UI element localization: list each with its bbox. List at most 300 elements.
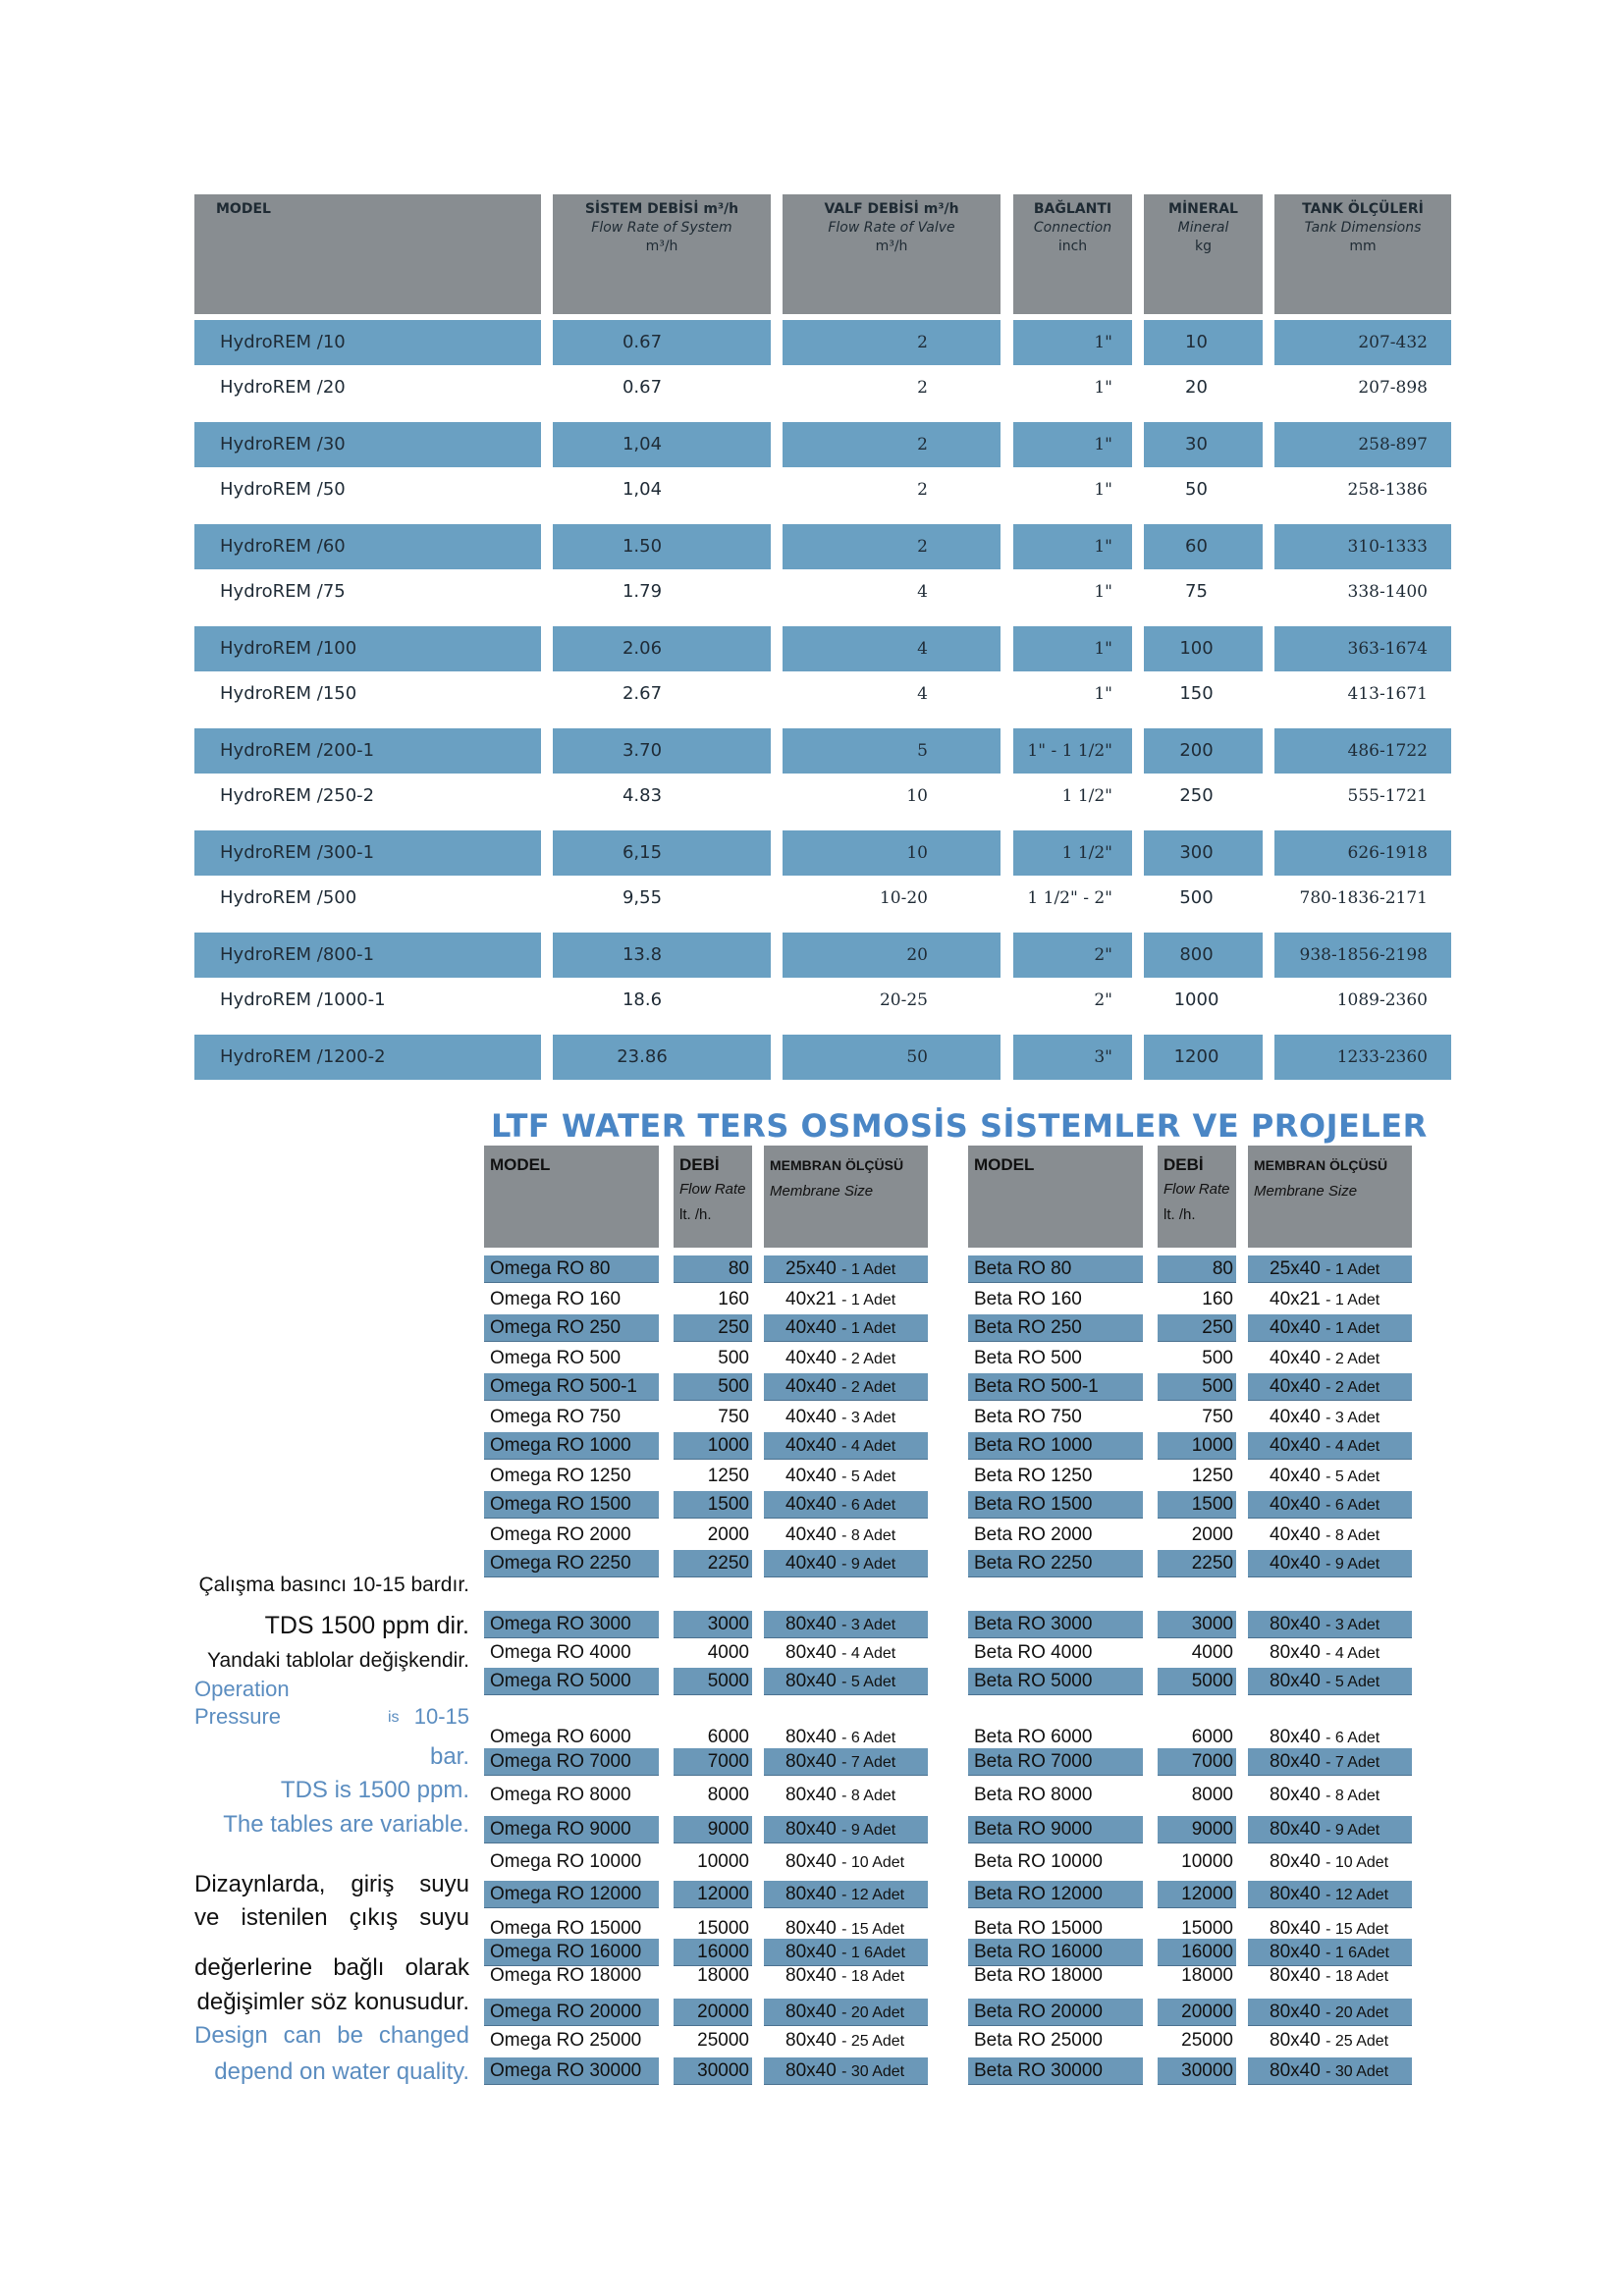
flow-cell: 250	[1158, 1314, 1236, 1342]
membrane-size: 40x40	[1270, 1494, 1321, 1515]
table-cell: 0.67	[553, 320, 771, 365]
header-unit: m³/h	[875, 239, 908, 254]
membrane-count: - 2 Adet	[841, 1379, 896, 1396]
membrane-size: 80x40	[1270, 1671, 1321, 1691]
table-row	[968, 1748, 1412, 1778]
table-cell: 10	[906, 786, 928, 806]
flow-cell: 1500	[1158, 1491, 1236, 1519]
header-cell	[1013, 194, 1132, 314]
table-cell: 75	[1185, 581, 1208, 602]
table-cell: 9,55	[622, 887, 663, 908]
table-cell: 1 1/2"	[1013, 830, 1132, 876]
design-line-1: Dizaynlarda, giriş suyu	[194, 1871, 469, 1897]
model-cell: Beta RO 250	[968, 1314, 1143, 1342]
membrane-count: - 8 Adet	[1325, 1527, 1380, 1544]
flow-cell: 80	[674, 1255, 752, 1283]
table-row	[484, 1403, 928, 1432]
flow-cell: 16000	[1158, 1939, 1236, 1966]
membrane-count: - 1 Adet	[1325, 1320, 1380, 1337]
table-cell: 20	[783, 933, 1001, 978]
model-cell: Omega RO 7000	[484, 1748, 659, 1776]
model-cell: Beta RO 30000	[968, 2057, 1143, 2085]
model-cell: Omega RO 1250	[490, 1466, 631, 1486]
flow-cell: 3000	[674, 1611, 752, 1638]
table-cell: 10	[1144, 320, 1263, 365]
table-cell: 10	[783, 830, 1001, 876]
model-cell: Omega RO 160	[490, 1289, 622, 1309]
table-row	[194, 467, 1451, 518]
membrane-cell	[764, 1314, 928, 1342]
model-cell: Beta RO 1250	[974, 1466, 1093, 1486]
table-row	[194, 671, 1451, 722]
flow-cell: 7000	[674, 1748, 752, 1776]
table-cell: HydroREM /60	[194, 524, 541, 569]
model-cell: Omega RO 20000	[484, 1999, 659, 2026]
model-cell: Omega RO 15000	[490, 1918, 642, 1939]
membrane-size: 40x40	[1270, 1348, 1321, 1368]
table-row	[484, 1491, 928, 1521]
design-line-2: ve istenilen çıkış suyu	[194, 1904, 469, 1931]
flow-cell: 25000	[697, 2030, 749, 2051]
membrane-size: 80x40	[1270, 1614, 1321, 1634]
flow-cell: 500	[1202, 1348, 1233, 1368]
flow-cell: 5000	[1158, 1668, 1236, 1695]
table-cell: 10-20	[879, 888, 928, 908]
table-row	[484, 1847, 928, 1877]
membrane-cell	[764, 1344, 928, 1373]
model-cell: Omega RO 500	[490, 1348, 622, 1368]
table-row	[968, 1521, 1412, 1550]
table-cell: 800	[1144, 933, 1263, 978]
model-cell: Omega RO 1500	[484, 1491, 659, 1519]
membrane-count: - 25 Adet	[841, 2033, 905, 2050]
membrane-count: - 15 Adet	[841, 1921, 905, 1938]
table-cell: 23.86	[553, 1035, 771, 1080]
membrane-count: - 1 Adet	[1325, 1261, 1380, 1278]
membrane-cell	[1248, 1432, 1412, 1460]
table-row	[484, 1611, 928, 1640]
table-row	[484, 1255, 928, 1285]
membrane-cell	[1248, 1314, 1412, 1342]
header-unit: m³/h	[645, 239, 678, 254]
membrane-size: 80x40	[785, 2060, 837, 2081]
table-row	[968, 1462, 1412, 1491]
model-cell: Beta RO 4000	[974, 1642, 1093, 1663]
table-cell: 6,15	[553, 830, 771, 876]
hydrorem-table	[194, 194, 1451, 1080]
membrane-size: 80x40	[1270, 1918, 1321, 1939]
membrane-count: - 4 Adet	[1325, 1645, 1380, 1662]
table-row	[484, 1314, 928, 1344]
table-cell: 2.06	[553, 626, 771, 671]
tds-english: TDS is 1500 ppm.	[280, 1777, 469, 1803]
header-italic: Flow Rate of Valve	[828, 220, 955, 236]
flow-cell: 250	[674, 1314, 752, 1342]
flow-cell: 7000	[1158, 1748, 1236, 1776]
membrane-size: 80x40	[785, 1614, 837, 1634]
membrane-cell	[764, 1668, 928, 1695]
membrane-size: 25x40	[785, 1258, 837, 1279]
table-cell: HydroREM /1200-2	[194, 1035, 541, 1080]
ro-section-title: LTF WATER TERS OSMOSİS SİSTEMLER VE PROJELER	[491, 1107, 1428, 1145]
header-italic: Mineral	[1177, 220, 1229, 236]
table-row	[484, 1638, 928, 1668]
header-cell	[1144, 194, 1263, 314]
membrane-size: 40x40	[785, 1407, 837, 1427]
header-italic: Connection	[1033, 220, 1112, 236]
model-cell: Omega RO 30000	[484, 2057, 659, 2085]
membrane-size: 80x40	[1270, 1785, 1321, 1805]
membrane-cell	[764, 1999, 928, 2026]
membrane-size: 25x40	[1270, 1258, 1321, 1279]
membrane-cell	[1248, 1255, 1412, 1283]
model-cell: Omega RO 1000	[484, 1432, 659, 1460]
membrane-size: 80x40	[785, 1727, 837, 1747]
membrane-count: - 6 Adet	[1325, 1730, 1380, 1746]
model-cell: Omega RO 8000	[490, 1785, 631, 1805]
model-header: MODEL	[484, 1146, 659, 1248]
table-cell: 1.79	[622, 581, 663, 602]
model-header: MODEL	[968, 1146, 1143, 1248]
membrane-cell	[764, 1881, 928, 1908]
membrane-header: MEMBRAN ÖLÇÜSÜ Membrane Size	[1248, 1146, 1412, 1248]
model-cell: Beta RO 15000	[974, 1918, 1103, 1939]
flow-cell: 9000	[674, 1816, 752, 1843]
membrane-count: - 3 Adet	[1325, 1410, 1380, 1426]
table-row	[484, 1550, 928, 1579]
membrane-count: - 6 Adet	[1325, 1497, 1380, 1514]
membrane-size: 40x40	[1270, 1407, 1321, 1427]
model-cell: Beta RO 8000	[974, 1785, 1093, 1805]
table-row	[194, 876, 1451, 927]
membrane-size: 80x40	[1270, 1751, 1321, 1772]
table-cell: 1"	[1013, 320, 1132, 365]
table-cell: 2	[917, 480, 928, 500]
beta-table-header	[968, 1146, 1412, 1248]
membrane-count: - 5 Adet	[841, 1674, 896, 1690]
model-cell: Omega RO 4000	[490, 1642, 631, 1663]
membrane-size: 40x40	[1270, 1376, 1321, 1397]
flow-cell: 10000	[697, 1851, 749, 1872]
header-bold: TANK ÖLÇÜLERİ	[1302, 201, 1424, 217]
model-cell: Beta RO 750	[974, 1407, 1082, 1427]
membrane-size: 80x40	[1270, 1819, 1321, 1840]
membrane-cell	[764, 2026, 928, 2056]
membrane-size: 80x40	[1270, 2030, 1321, 2051]
table-cell: 4.83	[622, 785, 663, 806]
model-cell: Omega RO 18000	[490, 1965, 642, 1986]
flow-cell: 8000	[1191, 1785, 1233, 1805]
membrane-cell	[1248, 1521, 1412, 1550]
design-line-3: değerlerine bağlı olarak	[194, 1954, 469, 1981]
flow-cell: 20000	[674, 1999, 752, 2026]
debi-header: DEBİ Flow Rate lt. /h.	[1158, 1146, 1236, 1248]
table-row	[968, 1373, 1412, 1403]
flow-cell: 80	[1158, 1255, 1236, 1283]
membrane-count: - 1 Adet	[841, 1261, 896, 1278]
membrane-cell	[1248, 2057, 1412, 2085]
table-row	[968, 1881, 1412, 1910]
membrane-cell	[764, 1781, 928, 1810]
table-cell: 626-1918	[1274, 830, 1451, 876]
table-row	[194, 927, 1451, 978]
table-cell: 250	[1179, 785, 1214, 806]
membrane-cell	[764, 2057, 928, 2085]
table-cell: HydroREM /200-1	[194, 728, 541, 774]
membrane-count: - 6 Adet	[841, 1497, 896, 1514]
membrane-count: - 8 Adet	[841, 1788, 896, 1804]
table-row	[484, 1373, 928, 1403]
table-cell: 2	[783, 320, 1001, 365]
header-bold: MODEL	[216, 201, 271, 217]
membrane-count: - 1 Adet	[841, 1320, 896, 1337]
table-cell: 1000	[1173, 989, 1219, 1010]
debi-header: DEBİ Flow Rate lt. /h.	[674, 1146, 752, 1248]
membrane-cell	[764, 1961, 928, 1991]
flow-cell: 500	[674, 1373, 752, 1401]
membrane-size: 40x40	[785, 1435, 837, 1456]
header-bold: BAĞLANTI	[1033, 201, 1112, 217]
table-row	[484, 1668, 928, 1697]
table-cell: HydroREM /1000-1	[220, 989, 386, 1010]
header-unit: mm	[1349, 239, 1377, 254]
header-unit: kg	[1195, 239, 1212, 254]
table-row	[484, 1462, 928, 1491]
table-cell: 1"	[1094, 378, 1112, 398]
membrane-cell	[764, 1462, 928, 1491]
omega-table-header	[484, 1146, 928, 1248]
membrane-cell	[1248, 1285, 1412, 1314]
table-cell: HydroREM /10	[194, 320, 541, 365]
model-cell: Beta RO 7000	[968, 1748, 1143, 1776]
membrane-count: - 18 Adet	[1325, 1968, 1389, 1985]
model-cell: Omega RO 750	[490, 1407, 622, 1427]
header-cell	[783, 194, 1001, 314]
header-bold: VALF DEBİSİ m³/h	[824, 201, 959, 217]
membrane-cell	[1248, 1816, 1412, 1843]
hydrorem-table-header	[194, 194, 1451, 314]
table-row	[484, 1432, 928, 1462]
header-bold: MİNERAL	[1168, 201, 1238, 217]
membrane-count: - 15 Adet	[1325, 1921, 1389, 1938]
membrane-cell	[1248, 2026, 1412, 2056]
membrane-cell	[764, 1611, 928, 1638]
table-row	[968, 1961, 1412, 1991]
membrane-size: 80x40	[785, 1819, 837, 1840]
membrane-size: 80x40	[785, 2030, 837, 2051]
model-cell: Beta RO 18000	[974, 1965, 1103, 1986]
table-cell: 780-1836-2171	[1299, 888, 1428, 908]
model-cell: Beta RO 1500	[968, 1491, 1143, 1519]
tables-variable: The tables are variable.	[223, 1811, 469, 1838]
membrane-count: - 4 Adet	[1325, 1438, 1380, 1455]
flow-cell: 10000	[1181, 1851, 1233, 1872]
table-cell: 4	[917, 684, 928, 704]
membrane-cell	[1248, 1403, 1412, 1432]
flow-cell: 12000	[1158, 1881, 1236, 1908]
table-row	[194, 365, 1451, 416]
table-cell: HydroREM /500	[220, 887, 357, 908]
membrane-cell	[764, 1550, 928, 1577]
table-row	[968, 1668, 1412, 1697]
table-cell: 50	[1185, 479, 1208, 500]
flow-cell: 4000	[1191, 1642, 1233, 1663]
flow-cell: 20000	[1158, 1999, 1236, 2026]
membrane-count: - 3 Adet	[841, 1410, 896, 1426]
flow-cell: 8000	[707, 1785, 749, 1805]
model-cell: Beta RO 16000	[968, 1939, 1143, 1966]
flow-cell: 2000	[707, 1524, 749, 1545]
membrane-size: 40x40	[1270, 1317, 1321, 1338]
membrane-size: 40x40	[785, 1466, 837, 1486]
header-cell	[1274, 194, 1451, 314]
table-cell: 60	[1144, 524, 1263, 569]
flow-cell: 18000	[697, 1965, 749, 1986]
membrane-size: 80x40	[1270, 2060, 1321, 2081]
membrane-header: MEMBRAN ÖLÇÜSÜ Membrane Size	[764, 1146, 928, 1248]
flow-cell: 1000	[674, 1432, 752, 1460]
model-cell: Beta RO 5000	[968, 1668, 1143, 1695]
membrane-cell	[764, 1638, 928, 1668]
membrane-cell	[1248, 1550, 1412, 1577]
table-cell: 200	[1144, 728, 1263, 774]
pressure-unit: bar.	[429, 1743, 469, 1770]
membrane-count: - 2 Adet	[841, 1351, 896, 1367]
header-cell	[553, 194, 771, 314]
membrane-count: - 10 Adet	[841, 1854, 905, 1871]
table-cell: 2"	[1013, 933, 1132, 978]
flow-cell: 2250	[1158, 1550, 1236, 1577]
table-row	[194, 416, 1451, 467]
membrane-count: - 12 Adet	[841, 1887, 905, 1903]
table-row	[968, 1611, 1412, 1640]
membrane-cell	[764, 1521, 928, 1550]
table-cell: 2"	[1094, 990, 1112, 1010]
table-cell: HydroREM /800-1	[194, 933, 541, 978]
model-cell: Beta RO 500-1	[968, 1373, 1143, 1401]
table-cell: 363-1674	[1274, 626, 1451, 671]
membrane-count: - 7 Adet	[1325, 1754, 1380, 1771]
table-row	[484, 1285, 928, 1314]
table-cell: 1"	[1013, 524, 1132, 569]
membrane-cell	[764, 1373, 928, 1401]
membrane-size: 80x40	[1270, 1851, 1321, 1872]
header-unit: inch	[1057, 239, 1088, 254]
table-cell: 5	[783, 728, 1001, 774]
membrane-size: 40x40	[785, 1348, 837, 1368]
table-cell: HydroREM /20	[220, 377, 346, 398]
design-english-1: Design can be changed	[194, 2022, 469, 2049]
membrane-cell	[1248, 1668, 1412, 1695]
table-row	[968, 1491, 1412, 1521]
table-cell: 486-1722	[1274, 728, 1451, 774]
membrane-count: - 7 Adet	[841, 1754, 896, 1771]
table-cell: 13.8	[553, 933, 771, 978]
membrane-cell	[1248, 1961, 1412, 1991]
table-cell: HydroREM /150	[220, 683, 357, 704]
table-cell: 1,04	[622, 479, 663, 500]
flow-cell: 2000	[1191, 1524, 1233, 1545]
table-row	[484, 2057, 928, 2087]
model-cell: Beta RO 25000	[974, 2030, 1103, 2051]
model-cell: Omega RO 16000	[484, 1939, 659, 1966]
table-cell: 1"	[1013, 422, 1132, 467]
model-cell: Omega RO 80	[484, 1255, 659, 1283]
model-cell: Omega RO 12000	[484, 1881, 659, 1908]
model-cell: Beta RO 2250	[968, 1550, 1143, 1577]
table-cell: 18.6	[622, 989, 663, 1010]
table-cell: 338-1400	[1347, 582, 1428, 602]
table-cell: HydroREM /300-1	[194, 830, 541, 876]
model-cell: Omega RO 500-1	[484, 1373, 659, 1401]
membrane-size: 40x40	[785, 1494, 837, 1515]
table-cell: HydroREM /30	[194, 422, 541, 467]
table-cell: 1"	[1094, 480, 1112, 500]
model-cell: Omega RO 5000	[484, 1668, 659, 1695]
pressure-label: Pressure	[194, 1704, 282, 1729]
membrane-cell	[1248, 1373, 1412, 1401]
model-cell: Omega RO 6000	[490, 1727, 631, 1747]
flow-cell: 2250	[674, 1550, 752, 1577]
membrane-count: - 3 Adet	[1325, 1617, 1380, 1633]
table-cell: 1"	[1013, 626, 1132, 671]
table-cell: 20	[1185, 377, 1208, 398]
model-cell: Beta RO 500	[974, 1348, 1082, 1368]
table-cell: 2	[917, 378, 928, 398]
table-cell: 207-898	[1358, 378, 1428, 398]
model-cell: Beta RO 80	[968, 1255, 1143, 1283]
table-row	[194, 825, 1451, 876]
membrane-count: - 12 Adet	[1325, 1887, 1389, 1903]
table-row	[968, 1314, 1412, 1344]
model-cell: Omega RO 2250	[484, 1550, 659, 1577]
model-cell: Omega RO 25000	[490, 2030, 642, 2051]
membrane-size: 80x40	[1270, 1642, 1321, 1663]
flow-cell: 3000	[1158, 1611, 1236, 1638]
membrane-count: - 8 Adet	[1325, 1788, 1380, 1804]
membrane-size: 80x40	[785, 1642, 837, 1663]
table-cell: 555-1721	[1347, 786, 1428, 806]
model-cell: Beta RO 2000	[974, 1524, 1093, 1545]
membrane-count: - 25 Adet	[1325, 2033, 1389, 2050]
membrane-size: 80x40	[785, 1851, 837, 1872]
table-cell: 2	[783, 422, 1001, 467]
table-row	[484, 1999, 928, 2028]
membrane-cell	[764, 1285, 928, 1314]
membrane-cell	[764, 1816, 928, 1843]
table-cell: 2	[783, 524, 1001, 569]
membrane-cell	[764, 1491, 928, 1519]
flow-cell: 500	[718, 1348, 749, 1368]
membrane-size: 80x40	[785, 2002, 837, 2022]
table-cell: 300	[1144, 830, 1263, 876]
table-cell: 1"	[1094, 684, 1112, 704]
table-row	[968, 1781, 1412, 1810]
table-row	[484, 1781, 928, 1810]
table-row	[194, 518, 1451, 569]
model-cell: Beta RO 9000	[968, 1816, 1143, 1843]
membrane-count: - 4 Adet	[841, 1438, 896, 1455]
membrane-cell	[1248, 1748, 1412, 1776]
model-cell: Beta RO 160	[974, 1289, 1082, 1309]
membrane-size: 40x21	[1270, 1289, 1321, 1309]
membrane-cell	[1248, 1462, 1412, 1491]
membrane-size: 80x40	[785, 1671, 837, 1691]
flow-cell: 15000	[1181, 1918, 1233, 1939]
membrane-cell	[764, 1748, 928, 1776]
pressure-is: is	[388, 1709, 400, 1726]
membrane-cell	[1248, 1999, 1412, 2026]
